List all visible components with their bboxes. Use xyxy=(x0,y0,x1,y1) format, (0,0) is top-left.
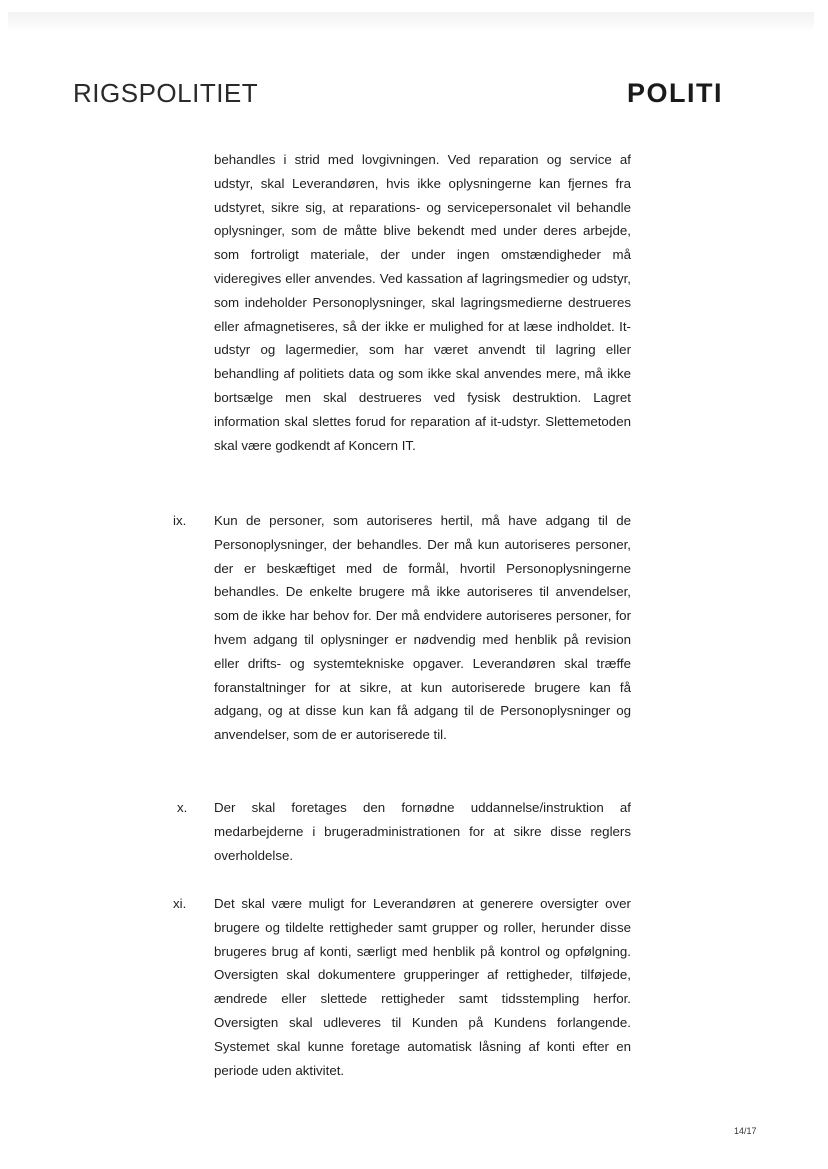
list-item-x xyxy=(177,796,631,867)
list-item-xi xyxy=(173,892,631,1082)
list-marker: x. xyxy=(177,800,188,815)
list-item-text: Det skal være muligt for Leverandøren at generere oversigter over brugere og tildelte rettigheder samt grupper og roller, herunder disse brugeres brug af konti, særligt med henblik på kontrol og opfølgning. Oversigten skal dokumentere grupperinger af rettigheder, tilføjede, ændrede eller slettede rettigheder samt tidsstempling herfor. Oversigten skal udleveres til Kunden på Kundens forlangende. Systemet skal kunne foretage automatisk låsning af konti efter en periode uden aktivitet. xyxy=(214,896,631,1078)
list-marker: xi. xyxy=(173,896,187,911)
politi-logo: POLITI xyxy=(627,78,723,108)
page-number: 14/17 xyxy=(734,1126,757,1136)
list-item-text: Der skal foretages den fornødne uddannelse/instruktion af medarbejderne i brugeradministrationen for at sikre disse reglers overholdelse. xyxy=(214,800,631,863)
continuation-paragraph: behandles i strid med lovgivningen. Ved reparation og service af udstyr, skal Leverandøren, hvis ikke oplysningerne kan fjernes fra udstyret, sikre sig, at reparations- og servicepersonalet vil behandle oplysninger, som de måtte blive bekendt med under deres arbejde, som fortroligt materiale, der under ingen omstændigheder må videregives eller anvendes. Ved kassation af lagringsmedier og udstyr, som indeholder Personoplysninger, skal lagringsmedierne destrueres eller afmagnetiseres, så der ikke er mulighed for at læse indholdet. It-udstyr og lagermedier, som har været anvendt til lagring eller behandling af politiets data og som ikke skal anvendes mere, må ikke bortsælge men skal destrueres ved fysisk destruktion. Lagret information skal slettes forud for reparation af it-udstyr. Slettemetoden skal være godkendt af Koncern IT. xyxy=(214,152,631,453)
list-marker: ix. xyxy=(173,513,187,528)
scan-artifact-band xyxy=(8,12,814,32)
list-item-ix xyxy=(173,509,631,747)
org-name-heading: RIGSPOLITIET xyxy=(73,78,259,108)
list-item-text: Kun de personer, som autoriseres hertil, må have adgang til de Personoplysninger, der behandles. Der må kun autoriseres personer, der er beskæftiget med de formål, hvortil Personoplysningerne behandles. De enkelte brugere må ikke autoriseres til anvendelser, som de ikke har behov for. Der må endvidere autoriseres personer, for hvem adgang til oplysninger er nødvendig med henblik på revision eller drifts- og systemtekniske opgaver. Leverandøren skal træffe foranstaltninger for at sikre, at kun autoriserede brugere kan få adgang, og at disse kun kan få adgang til de Personoplysninger og anvendelser, som de er autoriserede til. xyxy=(214,513,631,743)
